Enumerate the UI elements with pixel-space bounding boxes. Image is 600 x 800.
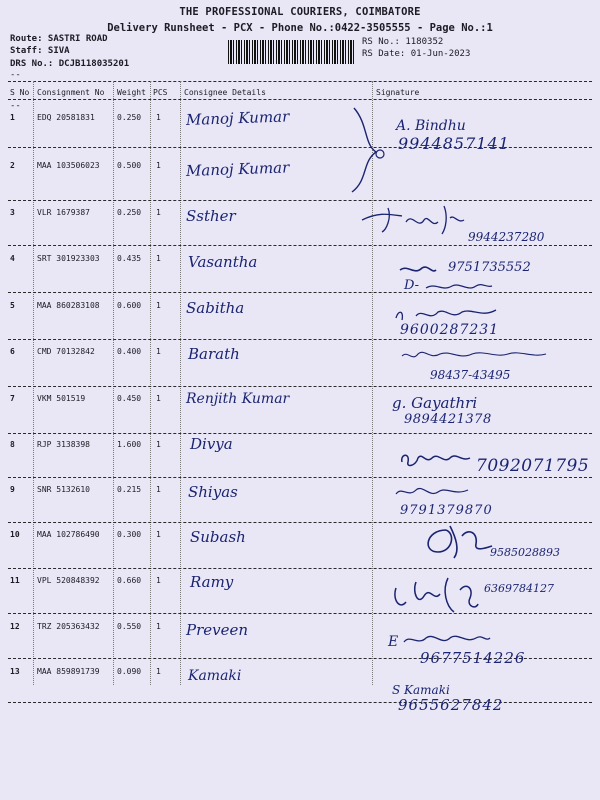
row-pcs: 1 <box>156 440 161 449</box>
handwritten-phone: 9944857141 <box>398 134 510 153</box>
row-weight: 0.500 <box>117 161 142 170</box>
handwritten-consignee: Renjith Kumar <box>186 391 290 407</box>
row-consignment: TRZ 205363432 <box>37 622 100 631</box>
company-name: THE PROFESSIONAL COURIERS, COIMBATORE <box>179 6 421 18</box>
row-sno: 3 <box>10 208 15 217</box>
row-consignment: MAA 859891739 <box>37 667 100 676</box>
row-separator <box>8 477 592 478</box>
handwritten-consignee: Subash <box>190 528 246 546</box>
handwritten-consignee: Divya <box>190 435 233 453</box>
rs-date: RS Date: 01-Jun-2023 <box>362 49 471 59</box>
row-sno: 10 <box>10 530 20 539</box>
handwritten-signature-name: D- <box>404 278 420 293</box>
row-pcs: 1 <box>156 208 161 217</box>
column-header-pcs: PCS <box>153 88 168 97</box>
signature-scribble <box>398 262 438 278</box>
row-sno: 12 <box>10 622 20 631</box>
row-pcs: 1 <box>156 622 161 631</box>
column-header-sno: S No <box>10 88 30 97</box>
row-consignment: VLR 1679387 <box>37 208 90 217</box>
bracket-mark <box>346 104 386 196</box>
barcode <box>228 40 355 64</box>
handwritten-phone: 9751735552 <box>448 260 531 275</box>
row-sno: 6 <box>10 347 15 356</box>
handwritten-phone: 9894421378 <box>404 412 492 427</box>
signature-scribble <box>424 278 494 294</box>
column-divider <box>180 81 181 685</box>
row-consignment: EDQ 20581831 <box>37 113 95 122</box>
signature-scribble <box>358 202 468 238</box>
row-weight: 1.600 <box>117 440 142 449</box>
handwritten-consignee: Manoj Kumar <box>185 158 290 180</box>
signature-scribble <box>400 346 550 366</box>
handwritten-signature-name: A. Bindhu <box>396 118 466 134</box>
handwritten-phone: 9944237280 <box>468 230 545 244</box>
handwritten-consignee: Ssther <box>186 207 236 225</box>
row-weight: 0.600 <box>117 301 142 310</box>
handwritten-consignee: Preveen <box>186 621 249 639</box>
drs-number: DRS No.: DCJB118035201 <box>10 59 130 69</box>
row-weight: 0.250 <box>117 113 142 122</box>
table-header-rule <box>8 99 592 100</box>
row-separator <box>8 522 592 523</box>
handwritten-consignee: Manoj Kumar <box>185 107 290 129</box>
handwritten-consignee: Sabitha <box>186 299 245 317</box>
handwritten-consignee: Kamaki <box>188 668 242 684</box>
row-sno: 4 <box>10 254 15 263</box>
row-consignment: SNR 5132610 <box>37 485 90 494</box>
row-sno: 13 <box>10 667 20 676</box>
handwritten-phone: 7092071795 <box>476 456 590 476</box>
row-consignment: MAA 103506023 <box>37 161 100 170</box>
row-separator <box>8 339 592 340</box>
handwritten-phone: 9585028893 <box>490 546 560 559</box>
row-pcs: 1 <box>156 530 161 539</box>
row-sno: 11 <box>10 576 20 585</box>
row-pcs: 1 <box>156 113 161 122</box>
handwritten-consignee: Vasantha <box>188 253 258 271</box>
staff-label: Staff: SIVA <box>10 46 70 56</box>
row-weight: 0.090 <box>117 667 142 676</box>
handwritten-signature-name: S Kamaki <box>392 683 450 697</box>
handwritten-signature-name: g. Gayathri <box>392 394 478 412</box>
rule-stub: -- <box>10 70 21 80</box>
column-divider <box>113 81 114 685</box>
signature-scribble <box>392 482 472 502</box>
column-header-signature: Signature <box>376 88 420 97</box>
row-sno: 2 <box>10 161 15 170</box>
row-separator <box>8 200 592 201</box>
row-consignment: CMD 70132842 <box>37 347 95 356</box>
row-weight: 0.435 <box>117 254 142 263</box>
row-weight: 0.660 <box>117 576 142 585</box>
row-pcs: 1 <box>156 254 161 263</box>
column-header-consignee: Consignee Details <box>184 88 266 97</box>
row-consignment: RJP 3138398 <box>37 440 90 449</box>
column-header-consignment: Consignment No <box>37 88 105 97</box>
row-sno: 8 <box>10 440 15 449</box>
handwritten-consignee: Shiyas <box>188 483 238 501</box>
row-consignment: VPL 520848392 <box>37 576 100 585</box>
handwritten-phone: 9677514226 <box>420 649 526 667</box>
row-sno: 5 <box>10 301 15 310</box>
row-separator <box>8 386 592 387</box>
signature-scribble <box>390 572 480 616</box>
row-separator <box>8 613 592 614</box>
signature-scribble <box>398 446 474 470</box>
route-label: Route: SASTRI ROAD <box>10 34 108 44</box>
handwritten-phone: 9791379870 <box>400 503 493 518</box>
row-separator <box>8 245 592 246</box>
table-bottom-rule <box>8 702 592 703</box>
handwritten-phone: 9600287231 <box>400 322 500 338</box>
column-divider <box>33 81 34 685</box>
handwritten-signature-name: E <box>388 634 399 650</box>
row-weight: 0.450 <box>117 394 142 403</box>
row-pcs: 1 <box>156 667 161 676</box>
row-weight: 0.250 <box>117 208 142 217</box>
row-pcs: 1 <box>156 485 161 494</box>
row-weight: 0.550 <box>117 622 142 631</box>
row-consignment: VKM 501519 <box>37 394 86 403</box>
column-header-weight: Weight <box>117 88 146 97</box>
handwritten-phone: 98437-43495 <box>430 368 511 382</box>
row-pcs: 1 <box>156 347 161 356</box>
signature-scribble <box>416 524 496 560</box>
handwritten-consignee: Barath <box>188 345 240 363</box>
handwritten-phone: 9655627842 <box>398 696 504 714</box>
rule-stub: -- <box>10 101 21 111</box>
row-separator <box>8 568 592 569</box>
row-pcs: 1 <box>156 161 161 170</box>
row-consignment: MAA 860283108 <box>37 301 100 310</box>
runsheet-title: Delivery Runsheet - PCX - Phone No.:0422-3505555 - Page No.:1 <box>107 22 493 34</box>
signature-scribble <box>402 630 492 650</box>
row-separator <box>8 433 592 434</box>
table-top-rule <box>8 81 592 82</box>
row-pcs: 1 <box>156 301 161 310</box>
row-sno: 1 <box>10 113 15 122</box>
handwritten-consignee: Ramy <box>190 573 234 591</box>
row-weight: 0.400 <box>117 347 142 356</box>
row-consignment: MAA 102786490 <box>37 530 100 539</box>
row-sno: 9 <box>10 485 15 494</box>
row-consignment: SRT 301923303 <box>37 254 100 263</box>
handwritten-phone: 6369784127 <box>484 582 554 595</box>
row-weight: 0.215 <box>117 485 142 494</box>
row-pcs: 1 <box>156 576 161 585</box>
row-pcs: 1 <box>156 394 161 403</box>
rs-number: RS No.: 1180352 <box>362 37 444 47</box>
column-divider <box>150 81 151 685</box>
row-weight: 0.300 <box>117 530 142 539</box>
row-sno: 7 <box>10 394 15 403</box>
row-separator <box>8 292 592 293</box>
